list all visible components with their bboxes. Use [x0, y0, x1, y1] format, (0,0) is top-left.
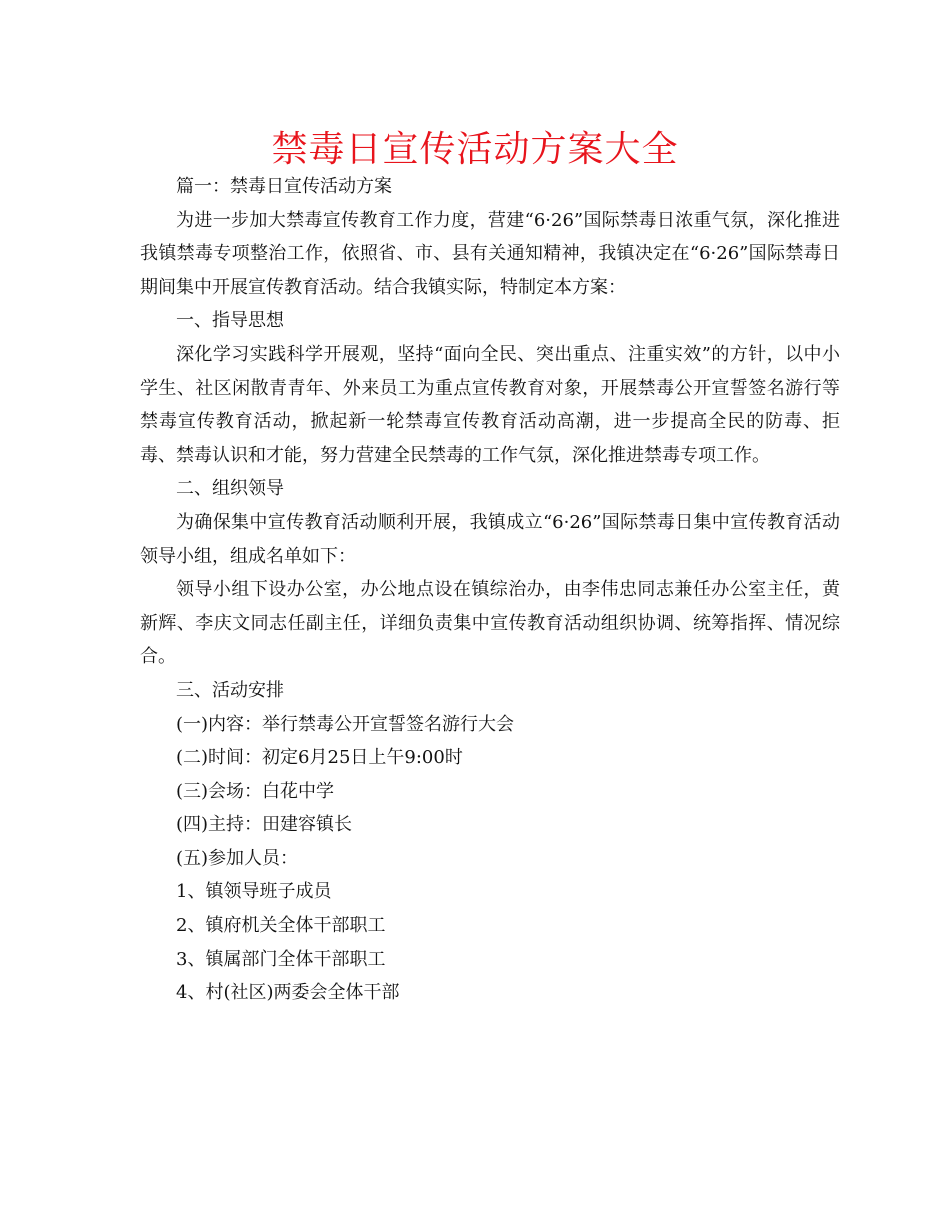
list-item: (三)会场：白花中学 — [176, 780, 335, 802]
list-item: 2、镇府机关全体干部职工 — [176, 915, 386, 937]
document-body — [140, 170, 840, 1010]
paragraph-1: 篇一：禁毒日宣传活动方案 — [176, 176, 392, 197]
paragraph-5: 领导小组下设办公室，办公地点设在镇综治办，由李伟忠同志兼任办公室主任，黄新辉、李庆文同志任副主任，详细负责集中宣传教育活动组织协调、统筹指挥、情况综合。 — [140, 579, 840, 668]
list-item: 1、镇领导班子成员 — [176, 881, 332, 903]
list-item: 3、镇属部门全体干部职工 — [176, 948, 386, 970]
list-item: (二)时间：初定6月25日上午9:00时 — [176, 747, 463, 769]
paragraph-3: 深化学习实践科学开展观，坚持“面向全民、突出重点、注重实效”的方针，以中小学生、社区闲散青青年、外来员工为重点宣传教育对象，开展禁毒公开宣誓签名游行等禁毒宣传教育活动，掀起新一轮禁毒宣传教育活动高潮，进一步提高全民的防毒、拒毒、禁毒认识和才能，努力营建全民禁毒的工作气氛，深化推进禁毒专项工作。 — [140, 343, 840, 466]
section-heading-2: 二、组织领导 — [176, 478, 284, 500]
list-item: (四)主持：田建容镇长 — [176, 814, 353, 836]
document-title: 禁毒日宣传活动方案大全 — [271, 129, 679, 170]
paragraph-2: 为进一步加大禁毒宣传教育工作力度，营建“6·26”国际禁毒日浓重气氛，深化推进我镇禁毒专项整治工作，依照省、市、县有关通知精神，我镇决定在“6·26”国际禁毒日期间集中开展宣传教育活动。结合我镇实际，特制定本方案： — [140, 209, 840, 298]
paragraph-4: 为确保集中宣传教育活动顺利开展，我镇成立“6·26”国际禁毒日集中宣传教育活动领导小组，组成名单如下： — [140, 511, 840, 567]
list-item: (五)参加人员： — [176, 847, 299, 869]
list-item: (一)内容：举行禁毒公开宣誓签名游行大会 — [176, 713, 515, 735]
section-heading-1: 一、指导思想 — [176, 310, 284, 332]
section-heading-3: 三、活动安排 — [176, 679, 284, 701]
list-item: 4、村(社区)两委会全体干部 — [176, 982, 400, 1004]
